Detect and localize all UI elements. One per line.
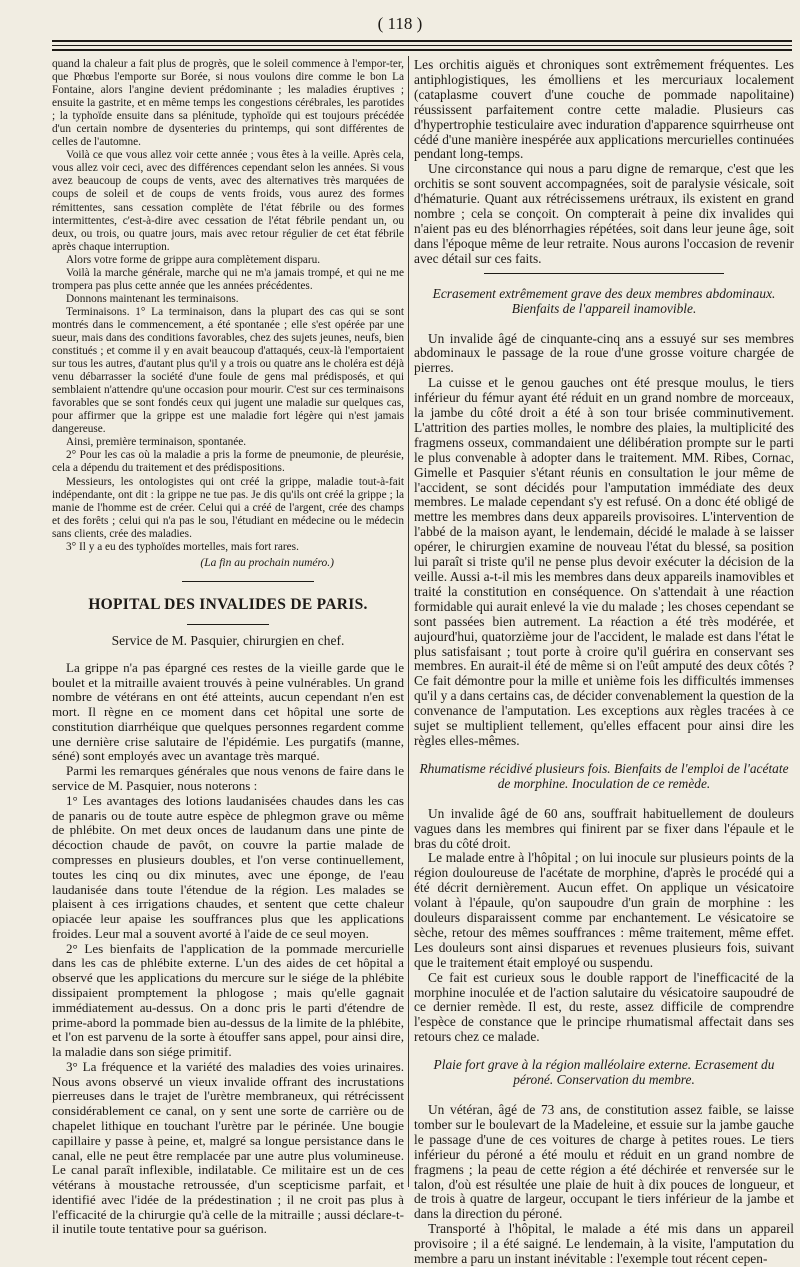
article-paragraph: Voilà ce que vous allez voir cette année ; vous êtes à la veille. Après cela, vous allez voir ceci, avec des différences cependant selon les années. Si vous avez beaucoup de coups de vents, avec des alternatives très marquées de coups de soleil et de coups de vents froids, vous aurez des formes rémittentes, sans cessation complète de l'état fébrile ou des formes intermittentes, c'est-à-dire avec cessation de l'état fébrile pendant un, ou deux, ou trois, ou quatre jours, mais avec retour régulier de cet état fébrile après chaque interruption. — [52, 149, 404, 253]
service-subtitle: Service de M. Pasquier, chirurgien en chef. — [111, 632, 345, 648]
hospital-article — [52, 661, 404, 1237]
article-paragraph: 1° Les avantages des lotions laudanisées chaudes dans les cas de panaris ou de toute autre espèce de phlegmon grave ou même de phlébite. On met deux onces de laudanum dans une pinte de décoction chaude de pavôt, on couvre la partie malade de compresses en plusieurs doubles, et l'on verse continuellement, toutes les cinq ou dix minutes, avec une éponge, de l'eau laudanisée dans toute l'étendue de la région. Les malades se plaisent à ces irrigations chaudes, et sentent que cette chaleur opiacée leur apaise les souffrances plus que les applications froides. Leur mal a souvent avorté à l'aide de ce seul moyen. — [52, 792, 404, 941]
article-paragraph: 2° Les bienfaits de l'application de la pommade mercurielle dans les cas de phlébite externe. L'un des aides de cet hôpital a observé que les applications du mercure sur le siége de la phlébite dissipaient promptement la phlogose ; mais qu'elle gagnait immédiatement au-dessus. On a donc pris le parti d'étendre de prime-abord la pommade bien au-dessus de la limite de la phlébite, et l'on est parvenu de la sorte à étouffer sans appel, pour ainsi dire, la maladie dans son siége primitif. — [52, 940, 404, 1060]
article-paragraph: quand la chaleur a fait plus de progrès, que le soleil commence à l'empor-ter, que Phœbus l'emporte sur Borée, si nous voulons dire comme le bon La Fontaine, alors l'angine devient prédominante ; les maladies éruptives ; ensuite la gastrite, et en même temps les congestions cérébrales, les parotides ; la typhoïde ensuite dans sa plénitude, typhoïde qui est toujours précédée d'un certain nombre de dysenteries du printemps, qui sont différentes de celles de l'automne. — [52, 58, 404, 149]
article-paragraph: 2° Pour les cas où la maladie a pris la forme de pneumonie, de pleurésie, cela a dépendu du traitement et des prédispositions. — [52, 449, 404, 475]
article-paragraph: Un vétéran, âgé de 73 ans, de constitution assez faible, se laisse tomber sur le boulevart de la Madeleine, et essuie sur la jambe gauche le passage d'une de ces voitures de charge à petites roues. Le tiers inférieur du péroné a été moulu et réduit en un grand nombre de fragmens ; la peau de cette région a été déchirée et renversée sur le talon, d'où est résultée une plaie de huit à dix pouces de longueur, et de trois à quatre de largeur, occupant le tiers inférieur de la jambe et dans la direction du péroné. — [414, 1102, 794, 1222]
article-separator — [182, 581, 314, 582]
article-paragraph: Messieurs, les ontologistes qui ont créé la grippe, maladie tout-à-fait indépendante, ont dit : la grippe ne tue pas. Je dis qu'ils ont créé la grippe ; la manie de l'homme est de créer. Celui qui a créé de l'argent, crée des champs et des forêts ; celui qui n'a pas le sou, l'étudiant en médecine ou le médecin sans clients, crée des maladies. — [52, 475, 404, 540]
left-column — [52, 58, 404, 1237]
article-paragraph: Un invalide âgé de cinquante-cinq ans a essuyé sur ses membres abdominaux le passage de la roue d'une grosse voiture chargée de pierres. — [414, 330, 794, 376]
column-divider — [408, 56, 409, 1187]
article-paragraph: Voilà la marche générale, marche qui ne m'a jamais trompé, et qui ne me trompera pas plus cette année que les années précédentes. — [52, 266, 404, 292]
article-paragraph: La grippe n'a pas épargné ces restes de la vieille garde que le boulet et la mitraille avaient trouvés à peine vulnérables. Un grand nombre de vétérans en ont été atteints, aucun cependant n'en est mort. Il règne en ce moment dans cet hôpital une sorte de constitution diarrhéique que quelques personnes regardent comme une dernière crise salutaire de l'épidémie. Les purgatifs (manne, séné) sont employés avec un avantage très marqué. — [52, 659, 404, 764]
article-paragraph: La cuisse et le genou gauches ont été presque moulus, le tiers inférieur du fémur ayant été réduit en un grand nombre de morceaux, la jambe du côté droit a été à son tour brisée comminutivement. L'attrition des parties molles, le nombre des plaies, la multiplicité des fragmens osseux, commandaient une délibération prompte sur le parti le plus convenable à adopter dans le traitement. MM. Ribes, Cornac, Gimelle et Pasquier s'étant réunis en consultation le jour même de l'accident, se sont décidés pour l'amputation immédiate des deux membres. Le malade cependant s'y est refusé. On a donc été obligé de mettre les membres dans deux appareils provisoires. L'intervention de l'abbé de la maison ayant, le lendemain, décidé le malade à se laisser opérer, le chirurgien examine de nouveau l'état du blessé, sa position lui paraît si triste qu'il ne pense plus devoir exécuter la décision de la veille. Aussi a-t-il mis les membres dans deux appareils inamovibles et traité la constitution en conséquence. On s'attendait à une réaction formidable qui aurait enlevé la vie du malade ; les choses cependant se sont passées bien autrement. La réaction a été très modérée, et aujourd'hui, quatorzième jour de l'accident, le malade est dans l'état le plus satisfaisant ; tout porte à croire qu'il guérira en conservant ses membres. En aurait-il été de même si on l'eût amputé des deux côtés ? Ce fait démontre pour la mille et unième fois les difficultés immenses qu'il y a dans certains cas, de décider convenablement la question de la convenance de l'amputation. Les exceptions aux règles tracées à ce sujet se multiplient tellement, qu'elles effacent pour ainsi dire les règles elles-mêmes. — [414, 375, 794, 748]
right-column — [414, 57, 794, 1267]
section-heading: Ecrasement extrêmement grave des deux membres abdominaux. Bienfaits de l'appareil inamovible. — [432, 285, 776, 316]
continued-article — [52, 58, 404, 569]
header-rule-middle — [52, 45, 792, 46]
article-paragraph: Une circonstance qui nous a paru digne de remarque, c'est que les orchitis se sont souvent accompagnées, soit de paralysie vésicale, soit d'hématurie. Quant aux rétrécissemens urétraux, ils existent en grand nombre ; cela se conçoit. On compterait à peine dix invalides qui n'aient pas eu des blénorrhagies répétées, soit dans leur jeune âge, soit dans l'époque même de leur retraite. Nous aurons l'occasion de revenir avec détail sur ces faits. — [414, 161, 794, 266]
article-paragraph: Un invalide âgé de 60 ans, souffrait habituellement de douleurs vagues dans les membres qui finirent par se fixer dans l'épaule et le bras du côté droit. — [414, 805, 794, 851]
title-rule — [187, 624, 269, 625]
continuation-note: (La fin au prochain numéro.) — [200, 556, 334, 569]
article-paragraph: Les orchitis aiguës et chroniques sont extrêmement fréquentes. Les antiphlogistiques, les émolliens et les mercuriaux localement (cataplasme couvert d'une couche de pommade napolitaine) réussissent parfaitement contre cette maladie. Plusieurs cas d'hypertrophie testiculaire avec induration d'apparence squirrheuse ont cédé d'une manière inespérée aux applications mercurielles continuées pendant long-temps. — [414, 57, 794, 162]
header-rule-top — [52, 40, 792, 42]
article-paragraph: Ce fait est curieux sous le double rapport de l'inefficacité de la morphine inoculée et de l'action salutaire du vésicatoire saupoudré de ce dernier remède. Il est, du reste, assez difficile de comprendre l'espèce de constance que le principe rhumatismal affectait dans ses retours chez ce malade. — [414, 969, 794, 1045]
article-paragraph: Le malade entre à l'hôpital ; on lui inocule sur plusieurs points de la région douloureuse de l'acétate de morphine, d'après le procédé qui a été décrit dernièrement. Aucun effet. On applique un vésicatoire volant à l'épaule, qu'on saupoudre d'un grain de morphine : les douleurs disparaissent comme par enchantement. Le vésicatoire se sèche, retour des mêmes souffrances : même traitement, même effet. Les douleurs sont ainsi disparues et revenues plusieurs fois, suivant que le traitement était employé ou suspendu. — [414, 850, 794, 970]
article-paragraph: Ainsi, première terminaison, spontanée. — [66, 436, 247, 449]
section-rule — [484, 273, 724, 274]
section-heading: Plaie fort grave à la région malléolaire externe. Ecrasement du péroné. Conservation du membre. — [433, 1057, 775, 1088]
article-paragraph: Alors votre forme de grippe aura complètement disparu. — [66, 253, 321, 266]
section-heading: Rhumatisme récidivé plusieurs fois. Bienfaits de l'emploi de l'acétate de morphine. Inoculation de ce remède. — [419, 760, 789, 791]
article-paragraph: Parmi les remarques générales que nous venons de faire dans le service de M. Pasquier, nous noterons : — [52, 763, 404, 794]
page-number: ( 118 ) — [377, 14, 423, 33]
hospital-title: HOPITAL DES INVALIDES DE PARIS. — [88, 595, 368, 613]
article-paragraph: Transporté à l'hôpital, le malade a été mis dans un appareil provisoire ; il a été saigné. Le lendemain, à la visite, l'amputation du membre a paru un instant inévitable : l'exemple tout récent cepen- — [414, 1221, 794, 1267]
article-paragraph: 3° La fréquence et la variété des maladies des voies urinaires. Nous avons observé un vieux invalide offrant des incrustations pierreuses dans le trajet de l'urètre membraneux, qui rétrécissent considérablement ce canal, on y sent une sorte de carrière ou de chapelet lithique en touchant l'urètre par le périnée. Une bougie capillaire y passe à peine, et, malgré sa longue persistance dans le canal, elle ne peut être remplacée par une autre plus volumineuse. Le canal paraît inflexible, indilatable. Ce militaire est un de ces vétérans à moustache retroussée, d'un scepticisme parfait, et identifié avec l'idée de la prédestination ; il ne croit pas plus à l'efficacité de la chirurgie qu'à celle de la mitraille ; aussi déclare-t-il inutile toute tentative pour sa guérison. — [52, 1058, 404, 1237]
article-paragraph: Donnons maintenant les terminaisons. — [66, 292, 239, 305]
article-paragraph: 3° Il y a eu des typhoïdes mortelles, mais fort rares. — [66, 540, 299, 553]
header-rule-bottom — [52, 49, 792, 51]
article-paragraph: Terminaisons. 1° La terminaison, dans la plupart des cas qui se sont montrés dans le commencement, a été spontanée ; elle s'est opérée par une sueur, mais dans des conditions favorables, chez des sujets jeunes, neufs, bien constitués ; et comme il y en avait beaucoup d'attaqués, ceux-là l'emportaient sur tous les autres, d'autant plus qu'il y a trois ou quatre ans le choléra est déjà venu débarrasser la société d'une foule de gens mal prédisposés, et qui semblaient n'attendre qu'une occasion pour mourir. C'est sur ces terminaisons favorables que se sont fondés ceux qui jugent une maladie sur quelques cas, pour affirmer que la grippe est une maladie fort légère qui n'est jamais dangereuse. — [52, 305, 404, 436]
